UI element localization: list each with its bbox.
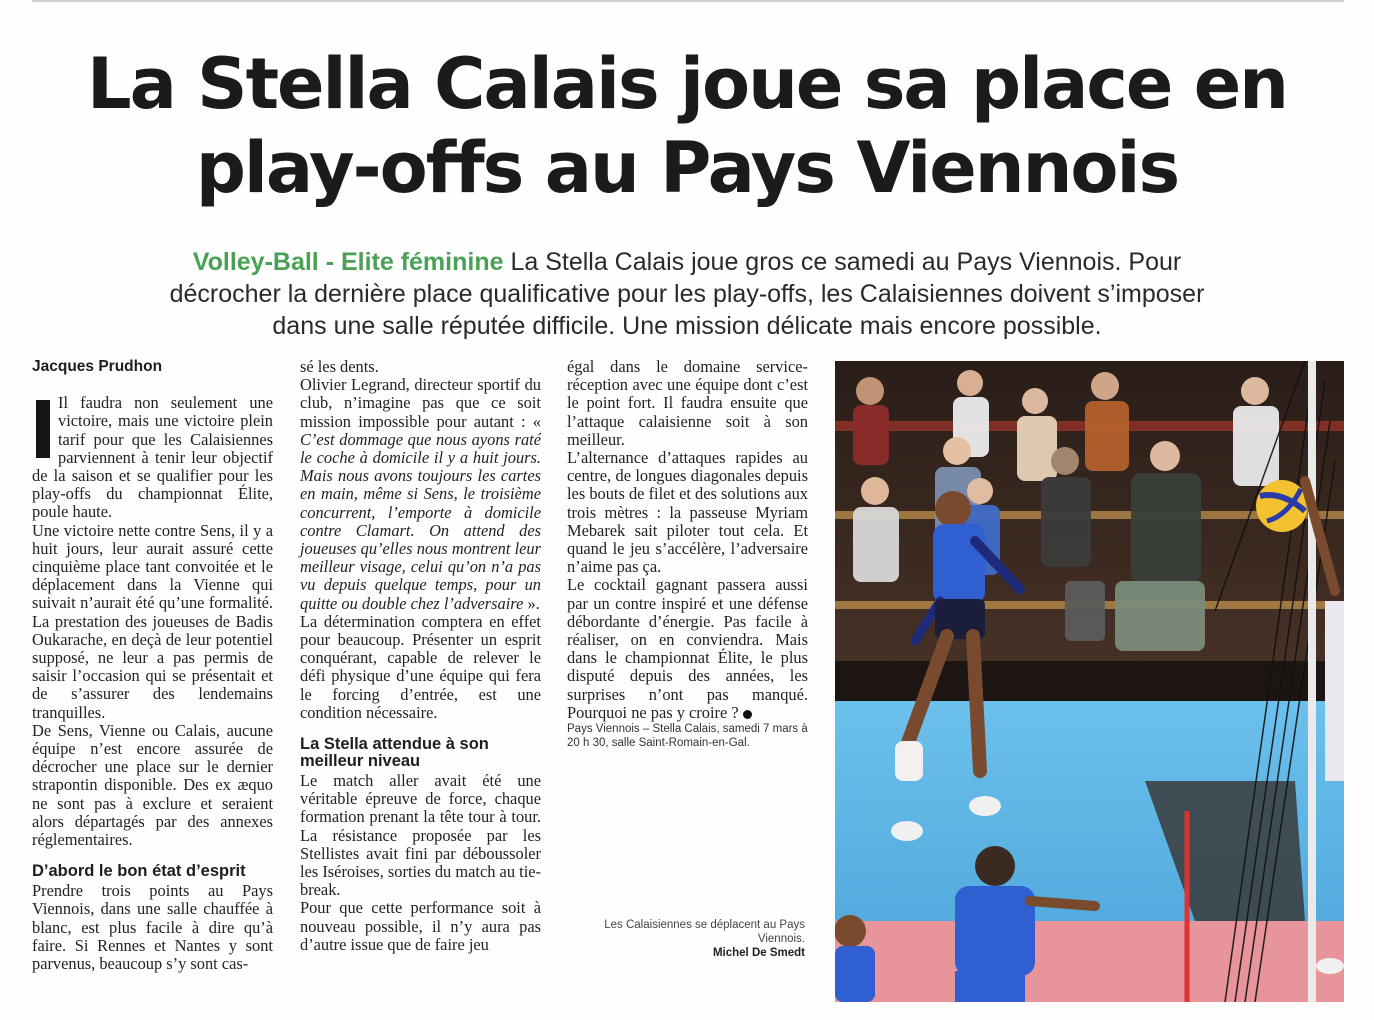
- headline: La Stella Calais joue sa place en play-offs au Pays Viennois: [86, 43, 1288, 209]
- paragraph: De Sens, Vienne ou Calais, aucune équipe n’est encore assurée de décrocher une place sur le dernier strapontin disponible. Des ex æquo ne sont pas à exclure et seraient alors départagés par des annexes réglementaires.: [32, 720, 273, 850]
- chapo-text: La Stella Calais joue gros ce samedi au Pays Viennois. Pour décrocher la dernière place qualificative pour les play-offs, les Calaisiennes doivent s’imposer dans une salle réputée difficile. Une mission délicate mais encore possible.: [169, 248, 1205, 340]
- lead-paragraph: [32, 394, 273, 521]
- article-column-3: [567, 358, 808, 750]
- quote-end: ».: [523, 593, 540, 613]
- chapo: [150, 246, 1224, 342]
- subhead: La Stella attendue à son meilleur niveau: [300, 735, 489, 771]
- caption-text: Les Calaisiennes se déplacent au Pays Viennois.: [604, 919, 805, 945]
- volleyball-photo: [835, 361, 1344, 1002]
- end-dot-icon: [743, 710, 752, 719]
- paragraph: [567, 576, 808, 722]
- photo-caption: [600, 918, 805, 960]
- closing-text: Le cocktail gagnant passera aussi par un contre inspiré et une défense débordante d’énergie. Pas facile à réaliser, on en conviendra. Mais dans le championnat Élite, le plus disputé depuis des années, les surprises n’ont pas manqué. Pourquoi ne pas y croire ?: [567, 575, 808, 722]
- top-rule: [32, 0, 1344, 2]
- article-column-2: [300, 358, 541, 954]
- article-column-1: [32, 358, 273, 973]
- quote-intro: Olivier Legrand, directeur sportif du club, n’imagine pas que ce soit mission impossible pour autant : «: [300, 375, 541, 431]
- paragraph: sé les dents.: [300, 357, 379, 376]
- paragraph: La détermination comptera en effet pour beaucoup. Présenter un esprit conquérant, capable de relever le défi physique d’une équipe qui fera le forcing d’entrée, est une condition nécessaire.: [300, 611, 541, 722]
- paragraph: Le match aller avait été une véritable épreuve de force, chaque formation prenant la tête tour à tour. La résistance proposée par les Stellistes avait fini par déboussoler les Iséroises, sorties du match au tie-break.: [300, 771, 541, 900]
- paragraph: égal dans le domaine service-réception avec une équipe dont c’est le point fort. Il faudra ensuite que l’attaque calaisienne soit à son meilleur.: [567, 357, 808, 449]
- court-zone: [835, 921, 1344, 1002]
- quote-text: C’est dommage que nous ayons raté le coche à domicile il y a huit jours. Mais nous avons toujours les cartes en main, même si Sens, le troisième concurrent, l’emporte à domicile contre Clamart. On attend des joueuses qu’elles nous montrent leur meilleur visage, celui qu’on n’a pas vu depuis quelque temps, pour un quitte ou double chez l’adversaire: [300, 429, 541, 613]
- net-post: [1308, 361, 1316, 1002]
- rubric: Volley-Ball - Elite féminine: [192, 248, 504, 276]
- photo-illustration: [835, 361, 1344, 1002]
- byline: Jacques Prudhon: [32, 358, 163, 375]
- lead-text: Il faudra non seulement une victoire, mais une victoire plein tarif pour que les Calaisiennes parviennent à tenir leur objectif de la saison et se qualifier pour les play-offs du championnat Élite, poule haute.: [32, 393, 273, 522]
- photo-credit: Michel De Smedt: [712, 947, 805, 959]
- dropcap: [36, 400, 50, 458]
- subhead: D’abord le bon état d’esprit: [32, 862, 246, 881]
- match-info: Pays Viennois – Stella Calais, samedi 7 mars à 20 h 30, salle Saint-Romain-en-Gal.: [567, 723, 808, 750]
- paragraph: Une victoire nette contre Sens, il y a huit jours, leur aurait assuré cette cinquième place tant convoitée et le déplacement dans la Vienne qui suivait n’aurait été qu’une formalité. La prestation des joueuses de Badis Oukarache, en deçà de leur potentiel supposé, ne leur a pas permis de saisir l’occasion qui se présentait et de s’assurer des lendemains tranquilles.: [32, 520, 273, 722]
- paragraph: L’alternance d’attaques rapides au centre, de longues diagonales depuis les bouts de filet et des solutions aux trois mètres : la passeuse Myriam Mebarek sait piloter tout cela. Et quand le jeu s’accélère, l’adversaire n’aime pas ça.: [567, 448, 808, 577]
- paragraph: Pour que cette performance soit à nouveau possible, il n’y aura pas d’autre issue que de faire jeu: [300, 898, 541, 954]
- quote-paragraph: [300, 376, 541, 613]
- paragraph: Prendre trois points au Pays Viennois, dans une salle chauffée à blanc, est plus facile à dire qu’à faire. Si Rennes et Nantes y sont parvenus, beaucoup s’y sont cas-: [32, 881, 273, 974]
